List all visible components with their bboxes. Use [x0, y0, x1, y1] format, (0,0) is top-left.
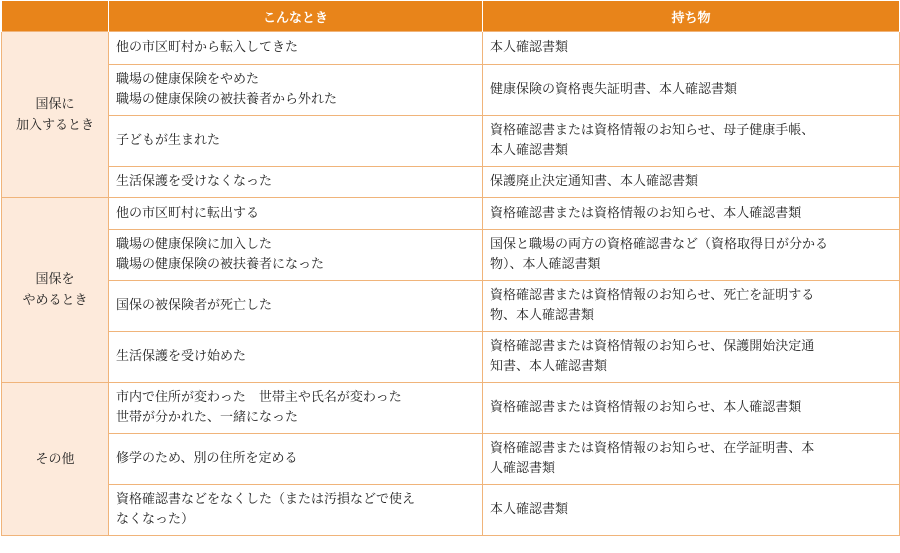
when-text: なくなった）	[116, 512, 195, 527]
items-cell	[483, 230, 900, 281]
items-text: 健康保険の資格喪失証明書、本人確認書類	[490, 82, 738, 97]
when-text: 資格確認書などをなくした（または汚損などで使え	[116, 492, 416, 507]
when-cell	[109, 167, 483, 198]
table-row	[2, 32, 900, 65]
group-label	[2, 383, 109, 536]
table-row	[2, 167, 900, 198]
page	[0, 1, 900, 553]
table-row	[2, 485, 900, 536]
items-cell	[483, 383, 900, 434]
table-row	[2, 116, 900, 167]
items-cell	[483, 485, 900, 536]
items-cell	[483, 332, 900, 383]
group-label-line: その他	[35, 451, 75, 467]
when-text: 職場の健康保険をやめた	[116, 72, 260, 87]
when-text: 職場の健康保険に加入した	[116, 237, 273, 252]
when-cell	[109, 485, 483, 536]
items-text: 資格確認書または資格情報のお知らせ、本人確認書類	[490, 400, 802, 415]
items-cell	[483, 198, 900, 230]
when-cell	[109, 434, 483, 485]
when-text: 世帯が分かれた、一緒になった	[116, 410, 299, 425]
items-text: 保護廃止決定通知書、本人確認書類	[490, 174, 699, 189]
when-cell	[109, 230, 483, 281]
items-text: 本人確認書類	[490, 502, 569, 517]
table-row	[2, 383, 900, 434]
table-header-row	[2, 1, 900, 32]
header-blank-cell	[2, 1, 109, 32]
items-text: 資格確認書または資格情報のお知らせ、母子健康手帳、	[490, 123, 815, 138]
table-row	[2, 230, 900, 281]
group-label	[2, 32, 109, 198]
items-cell	[483, 32, 900, 65]
group-label-line: やめるとき	[22, 293, 88, 308]
header-when: こんなとき	[109, 1, 483, 32]
when-text: 市内で住所が変わった 世帯主や氏名が変わった	[116, 390, 402, 405]
table-row	[2, 434, 900, 485]
items-text: 資格確認書または資格情報のお知らせ、死亡を証明する	[490, 288, 815, 303]
items-text: 国保と職場の両方の資格確認書など（資格取得日が分かる	[490, 237, 829, 252]
when-text: 生活保護を受けなくなった	[116, 174, 273, 189]
items-text: 資格確認書または資格情報のお知らせ、保護開始決定通	[490, 339, 815, 354]
when-text: 国保の被保険者が死亡した	[116, 298, 273, 313]
table-row	[2, 198, 900, 230]
items-text: 本人確認書類	[490, 143, 569, 158]
items-cell	[483, 116, 900, 167]
when-cell	[109, 65, 483, 116]
when-cell	[109, 116, 483, 167]
table-body	[2, 32, 900, 536]
items-text: 本人確認書類	[490, 40, 569, 55]
items-text: 資格確認書または資格情報のお知らせ、本人確認書類	[490, 205, 802, 221]
when-cell	[109, 332, 483, 383]
group-label-line: 国保に	[35, 96, 75, 112]
when-cell	[109, 198, 483, 230]
group-label-line: 国保を	[35, 272, 75, 287]
items-cell	[483, 281, 900, 332]
when-cell	[109, 281, 483, 332]
table-row	[2, 65, 900, 116]
items-text: 物、本人確認書類	[490, 308, 595, 323]
header-items: 持ち物	[483, 1, 900, 32]
items-cell	[483, 434, 900, 485]
items-cell	[483, 167, 900, 198]
items-text: 知書、本人確認書類	[490, 359, 608, 374]
when-text: 子どもが生まれた	[116, 133, 221, 148]
when-cell	[109, 32, 483, 65]
group-label	[2, 198, 109, 383]
when-text: 生活保護を受け始めた	[116, 349, 247, 364]
group-label-line: 加入するとき	[15, 117, 94, 133]
when-text: 他の市区町村に転出する	[116, 205, 260, 221]
procedures-table	[1, 1, 900, 536]
items-text: 人確認書類	[490, 461, 556, 476]
when-text: 他の市区町村から転入してきた	[116, 40, 299, 55]
table-row	[2, 332, 900, 383]
items-text: 資格確認書または資格情報のお知らせ、在学証明書、本	[490, 441, 815, 456]
when-text: 職場の健康保険の被扶養者から外れた	[116, 92, 338, 107]
table-row	[2, 281, 900, 332]
when-cell	[109, 383, 483, 434]
when-text: 職場の健康保険の被扶養者になった	[116, 257, 325, 272]
items-text: 物）、本人確認書類	[490, 257, 601, 272]
items-cell	[483, 65, 900, 116]
when-text: 修学のため、別の住所を定める	[116, 451, 298, 466]
